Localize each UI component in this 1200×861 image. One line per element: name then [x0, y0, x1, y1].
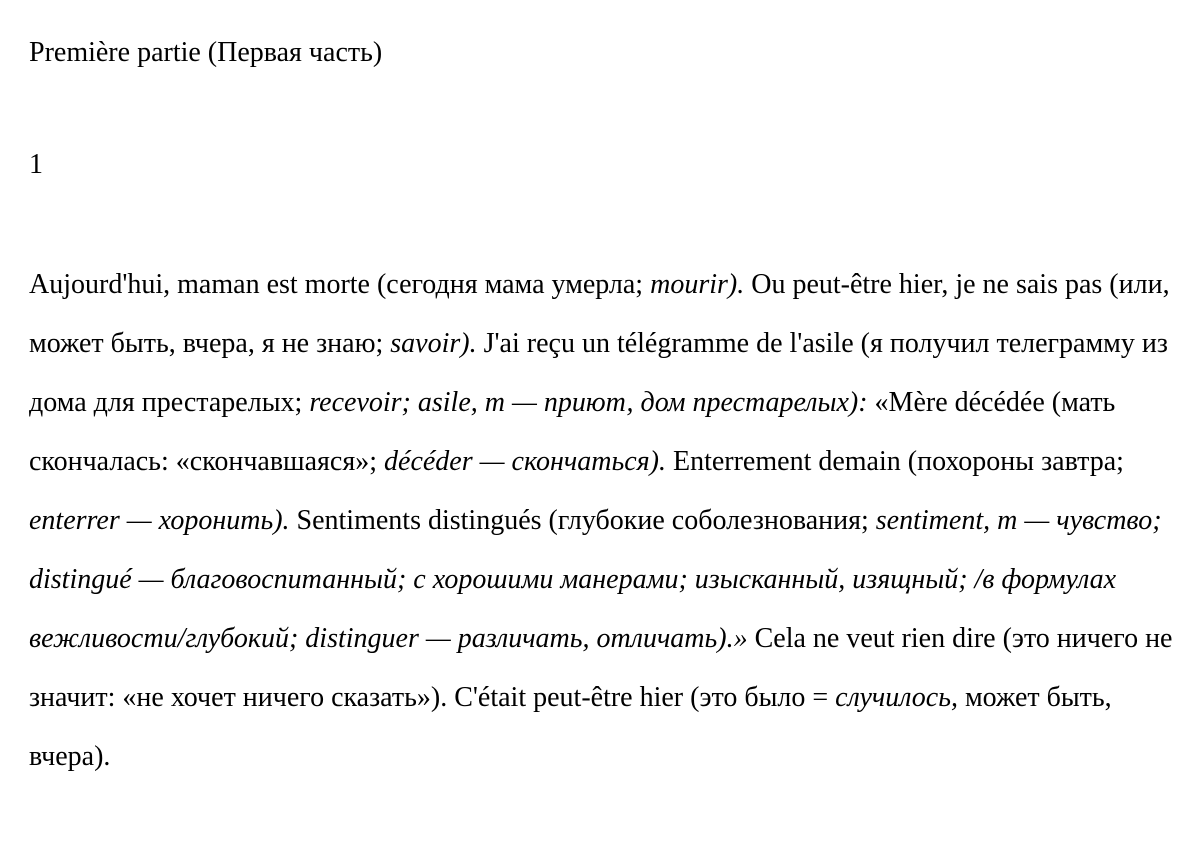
italic-gloss: sentiment, m — чувство; distingué — благовоспитанный; с хорошими манерами; изысканный, изящный; /в формулах вежливости/глубокий; distinguer — различать, отличать).» — [29, 505, 1162, 654]
text-segment: может быть, вчера). — [29, 682, 1112, 772]
text-segment: «Mère décédée (мать скончалась: «скончавшаяся»; — [29, 387, 1116, 477]
text-segment: Cela ne veut rien dire (это ничего не значит: «не хочет ничего сказать»). C'était peut-être hier (это было = — [29, 623, 1173, 713]
text-segment: J'ai reçu un télégramme de l'asile (я получил телеграмму из дома для престарелых; — [29, 328, 1168, 418]
italic-gloss: savoir). — [390, 328, 477, 359]
italic-gloss: enterrer — хоронить). — [29, 505, 290, 536]
italic-gloss: décéder — скончаться). — [384, 446, 666, 477]
part-title: Première partie (Первая часть) — [29, 37, 383, 68]
italic-gloss: mourir). — [650, 269, 745, 300]
text-segment: Enterrement demain (похороны завтра; — [665, 446, 1124, 477]
italic-gloss: случилось, — [835, 682, 958, 713]
chapter-number: 1 — [29, 149, 43, 180]
text-segment: Sentiments distingués (глубокие соболезнования; — [289, 505, 876, 536]
paragraph — [29, 255, 1177, 786]
italic-gloss: recevoir; asile, m — приют, дом престарелых): — [309, 387, 868, 418]
text-segment: Aujourd'hui, maman est morte (сегодня мама умерла; — [29, 269, 651, 300]
text-segment: Ou peut-être hier, je ne sais pas (или, может быть, вчера, я не знаю; — [29, 269, 1170, 359]
